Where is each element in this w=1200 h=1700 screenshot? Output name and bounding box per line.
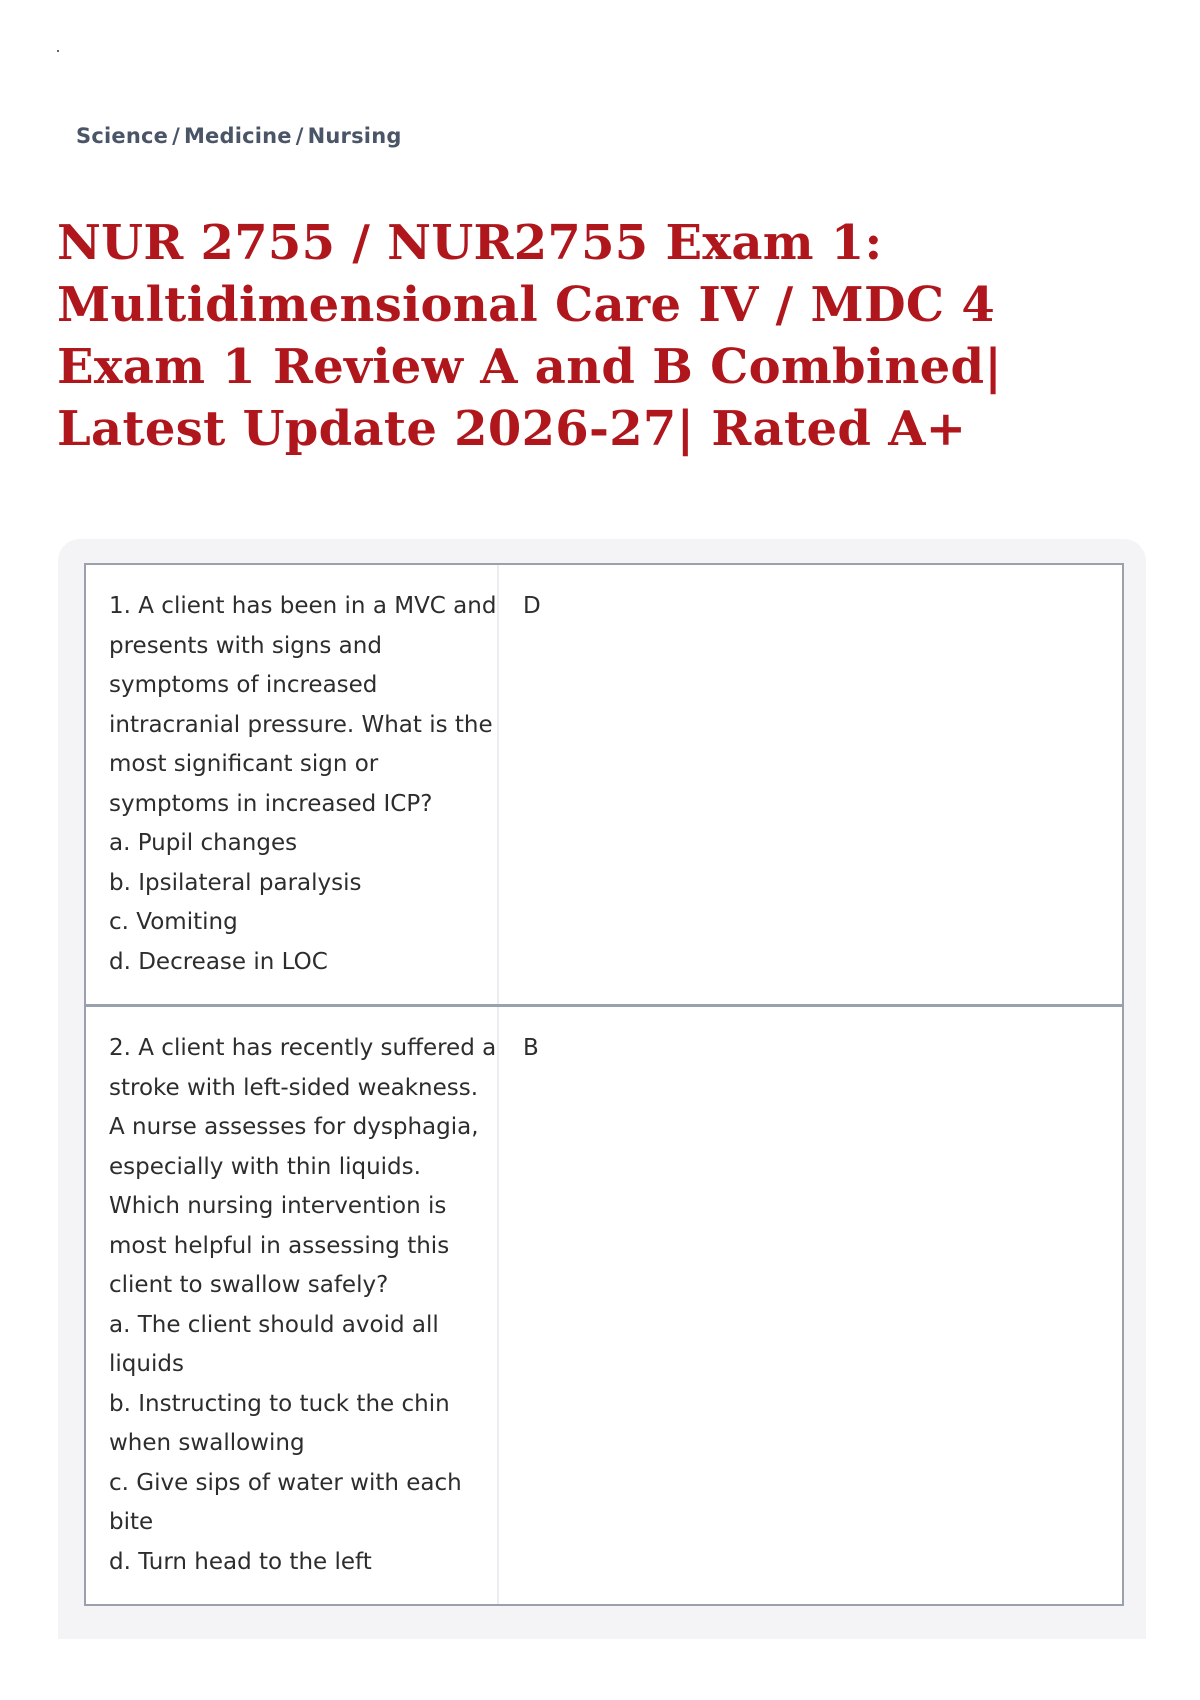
qa-table [84, 563, 1124, 1606]
breadcrumb-separator: / [295, 124, 304, 148]
answer-option: b. Instructing to tuck the chin when swallowing [109, 1390, 450, 1456]
breadcrumb-item-science[interactable]: Science [76, 124, 169, 148]
page-title: NUR 2755 / NUR2755 Exam 1: Multidimensional Care IV / MDC 4 Exam 1 Review A and B Combined| Latest Update 2026-27| Rated A+ [57, 215, 1003, 457]
answer-option: a. The client should avoid all liquids [109, 1311, 439, 1377]
answer-option: d. Decrease in LOC [109, 948, 328, 975]
question-cell [86, 565, 499, 1004]
answer-cell: D [523, 593, 541, 619]
answer-cell: B [523, 1035, 539, 1061]
answer-option: a. Pupil changes [109, 830, 298, 856]
answer-option: c. Give sips of water with each bite [109, 1469, 462, 1535]
answer-option: c. Vomiting [109, 909, 238, 935]
breadcrumb-item-nursing[interactable]: Nursing [307, 124, 402, 148]
answer-option: d. Turn head to the left [109, 1548, 372, 1575]
question-text: 1. A client has been in a MVC and presents with signs and symptoms of increased intracranial pressure. What is the most significant sign or symptoms in increased ICP? [109, 593, 497, 817]
page-corner-mark [57, 50, 59, 52]
breadcrumb-item-medicine[interactable]: Medicine [183, 124, 292, 148]
answer-option: b. Ipsilateral paralysis [109, 869, 362, 896]
table-row [86, 565, 1122, 1004]
question-text: 2. A client has recently suffered a stroke with left-sided weakness. A nurse assesses for dysphagia, especially with thin liquids. Which nursing intervention is most helpful in assessing this client to swallow safely? [109, 1035, 497, 1298]
question-cell [86, 1007, 499, 1604]
breadcrumb [76, 124, 402, 148]
table-row [86, 1004, 1122, 1604]
breadcrumb-separator: / [172, 124, 180, 148]
